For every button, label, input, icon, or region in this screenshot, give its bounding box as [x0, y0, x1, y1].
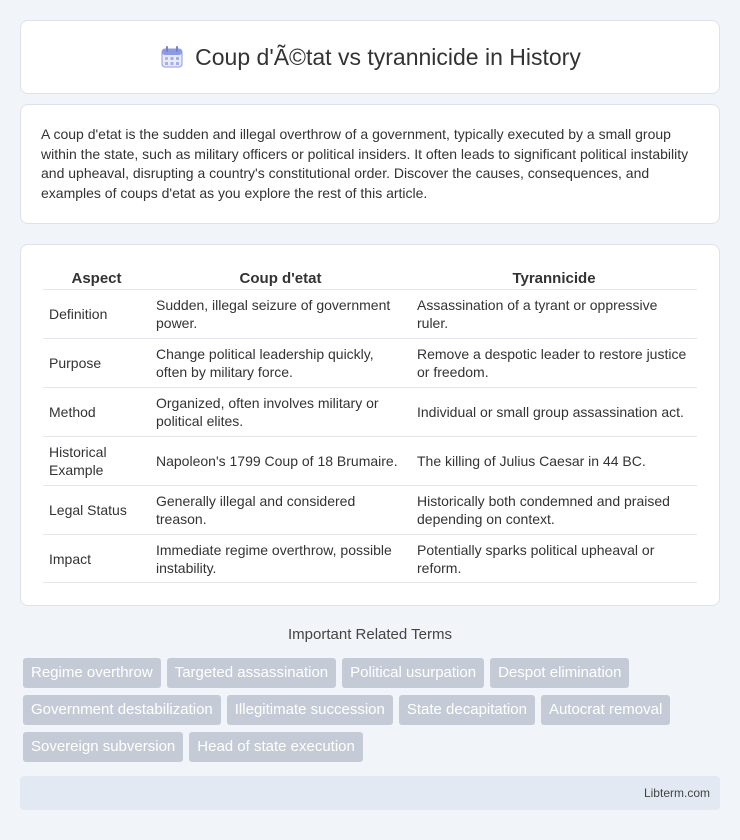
cell-coup: Organized, often involves military or political elites. — [150, 387, 411, 436]
comparison-table — [43, 265, 697, 583]
footer — [20, 776, 720, 810]
cell-tyrannicide: Individual or small group assassination act. — [411, 387, 697, 436]
header-coup: Coup d'etat — [239, 270, 322, 287]
cell-tyrannicide: Assassination of a tyrant or oppressive ruler. — [411, 289, 697, 338]
cell-aspect: Purpose — [43, 338, 150, 387]
header-aspect: Aspect — [71, 270, 122, 287]
tag-political-usurpation[interactable]: Political usurpation — [342, 658, 484, 688]
cell-tyrannicide: Potentially sparks political upheaval or reform. — [411, 534, 697, 583]
intro-text: A coup d'etat is the sudden and illegal overthrow of a government, typically executed by a small group within the state, such as military officers or political insiders. It often leads to significant political instability and upheaval, disrupting a country's constitutional order. Discover the causes, consequences, and examples of coups d'etat as you explore the rest of this article. — [41, 126, 689, 201]
tag-targeted-assassination[interactable]: Targeted assassination — [167, 658, 336, 688]
related-terms-tags — [23, 658, 723, 762]
header-card — [20, 20, 720, 94]
tag-sovereign-subversion[interactable]: Sovereign subversion — [23, 732, 183, 762]
cell-coup: Change political leadership quickly, often by military force. — [150, 338, 411, 387]
cell-coup: Generally illegal and considered treason. — [150, 485, 411, 534]
cell-aspect: Historical Example — [43, 436, 150, 485]
cell-aspect: Method — [43, 387, 150, 436]
intro-card — [20, 104, 720, 224]
page-title: Coup d'Ã©tat vs tyrannicide in History — [195, 43, 581, 70]
comparison-table-card — [20, 244, 720, 606]
table-row — [43, 436, 697, 485]
tag-government-destabilization[interactable]: Government destabilization — [23, 695, 221, 725]
tag-state-decapitation[interactable]: State decapitation — [399, 695, 535, 725]
related-terms-title: Important Related Terms — [288, 626, 452, 643]
table-row — [43, 534, 697, 583]
calendar-icon — [159, 44, 185, 70]
cell-aspect: Definition — [43, 289, 150, 338]
header-tyrannicide: Tyrannicide — [512, 270, 596, 287]
table-header-row — [43, 265, 697, 289]
tag-head-of-state-execution[interactable]: Head of state execution — [189, 732, 363, 762]
table-row — [43, 387, 697, 436]
table-row — [43, 289, 697, 338]
tag-regime-overthrow[interactable]: Regime overthrow — [23, 658, 161, 688]
tag-despot-elimination[interactable]: Despot elimination — [490, 658, 629, 688]
table-row — [43, 485, 697, 534]
cell-aspect: Legal Status — [43, 485, 150, 534]
cell-coup: Immediate regime overthrow, possible instability. — [150, 534, 411, 583]
cell-tyrannicide: The killing of Julius Caesar in 44 BC. — [411, 436, 697, 485]
cell-tyrannicide: Remove a despotic leader to restore justice or freedom. — [411, 338, 697, 387]
cell-aspect: Impact — [43, 534, 150, 583]
cell-coup: Napoleon's 1799 Coup of 18 Brumaire. — [150, 436, 411, 485]
tag-illegitimate-succession[interactable]: Illegitimate succession — [227, 695, 393, 725]
footer-link[interactable]: Libterm.com — [643, 786, 710, 800]
table-row — [43, 338, 697, 387]
cell-coup: Sudden, illegal seizure of government power. — [150, 289, 411, 338]
cell-tyrannicide: Historically both condemned and praised depending on context. — [411, 485, 697, 534]
tag-autocrat-removal[interactable]: Autocrat removal — [541, 695, 670, 725]
